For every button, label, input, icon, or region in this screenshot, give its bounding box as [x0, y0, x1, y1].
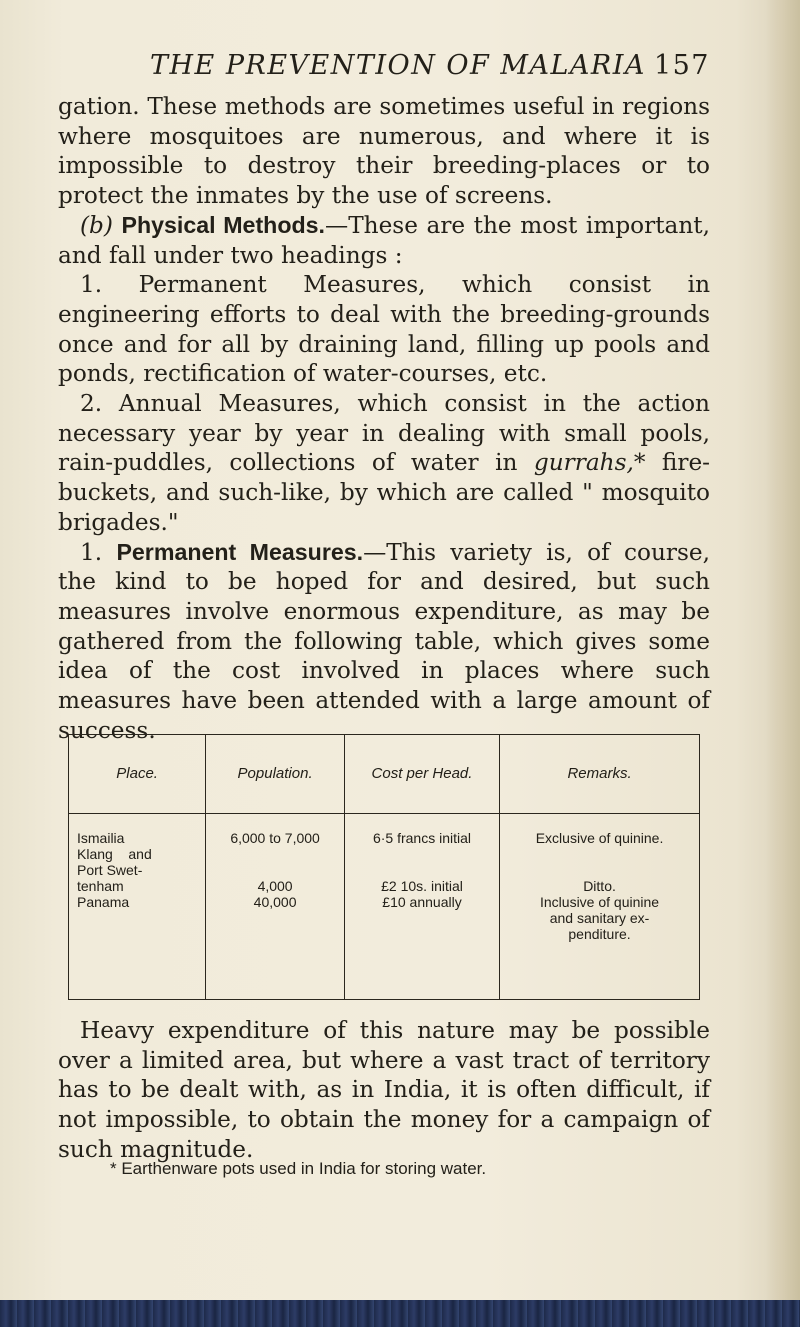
cost-table-grid	[68, 734, 700, 1000]
remark-value: and sanitary ex-	[549, 910, 650, 926]
header-population: Population.	[206, 735, 345, 814]
subsection-text: —These are the most important, and fall under two headings :	[58, 211, 710, 269]
population-cell	[206, 814, 345, 1000]
body-text	[58, 92, 710, 745]
paragraph-permanent-heading	[58, 538, 710, 746]
page-number: 157	[653, 50, 710, 81]
annual-text-b: * fire-buckets, and such-like, by which are called " mosquito brigades."	[58, 449, 710, 536]
population-value: 6,000 to 7,000	[230, 830, 320, 846]
cost-value: £2 10s. initial	[381, 878, 463, 894]
remark-value: penditure.	[568, 926, 631, 942]
body-text-after-table	[58, 1016, 710, 1165]
population-value: 40,000	[253, 894, 297, 910]
place-line: Klang and	[77, 846, 152, 862]
paragraph-heavy-expenditure: Heavy expenditure of this nature may be possible over a limited area, but where a vast tract of territory has to be dealt with, as in India, it is often difficult, if not impossible, to obtain the money for a campaign of such magnitude.	[58, 1017, 710, 1163]
section-heading: Permanent Measures.	[116, 538, 364, 565]
header-cost: Cost per Head.	[344, 735, 499, 814]
remarks-cell	[500, 814, 700, 1000]
annual-text-a: 2. Annual Measures, which consist in the action necessary year by year in dealing with small pools, rain-puddles, collections of water in	[58, 390, 710, 477]
scan-bottom-edge	[0, 1300, 800, 1327]
header-remarks: Remarks.	[500, 735, 700, 814]
remark-value: Exclusive of quinine.	[535, 830, 664, 846]
place-line: Ismailia	[77, 830, 125, 846]
cost-table	[68, 734, 700, 996]
table-row	[69, 814, 700, 1000]
annual-italic-term: gurrahs,	[533, 449, 634, 477]
page-edge-shadow	[766, 0, 800, 1327]
cost-value: 6·5 francs initial	[372, 830, 472, 846]
footnote: * Earthenware pots used in India for storing water.	[110, 1159, 487, 1178]
table-header-row	[69, 735, 700, 814]
section-number: 1.	[80, 538, 103, 566]
population-value: 4,000	[257, 878, 293, 894]
paragraph-physical-methods	[58, 211, 710, 270]
place-line: Port Swet-	[77, 862, 143, 878]
place-line: tenham	[77, 878, 124, 894]
running-head	[150, 50, 730, 90]
cost-cell	[344, 814, 499, 1000]
paragraph-continuation: gation. These methods are sometimes useful in regions where mosquitoes are numerous, and where it is impossible to destroy their breeding-places or to protect the inmates by the use of screens.	[58, 93, 710, 210]
section-text: —This variety is, of course, the kind to be hoped for and desired, but such measures involve enormous expenditure, as may be gathered from the following table, which gives some idea of the cost involved in places where such measures have been attended with a large amount of success.	[58, 538, 710, 744]
remark-value: Ditto.	[583, 878, 616, 894]
running-title: THE PREVENTION OF MALARIA	[150, 50, 646, 81]
paragraph-annual-measures	[58, 389, 710, 538]
paragraph-permanent-measures: 1. Permanent Measures, which consist in engineering efforts to deal with the breeding-grounds once and for all by draining land, filling up pools and ponds, rectification of water-courses, etc.	[58, 271, 710, 388]
header-place: Place.	[69, 735, 206, 814]
place-line: Panama	[77, 894, 130, 910]
remark-value: Inclusive of quinine	[540, 894, 660, 910]
cost-value: £10 annually	[382, 894, 462, 910]
place-cell	[69, 814, 206, 1000]
subsection-heading: Physical Methods.	[121, 211, 325, 238]
subsection-label: (b)	[80, 211, 113, 239]
